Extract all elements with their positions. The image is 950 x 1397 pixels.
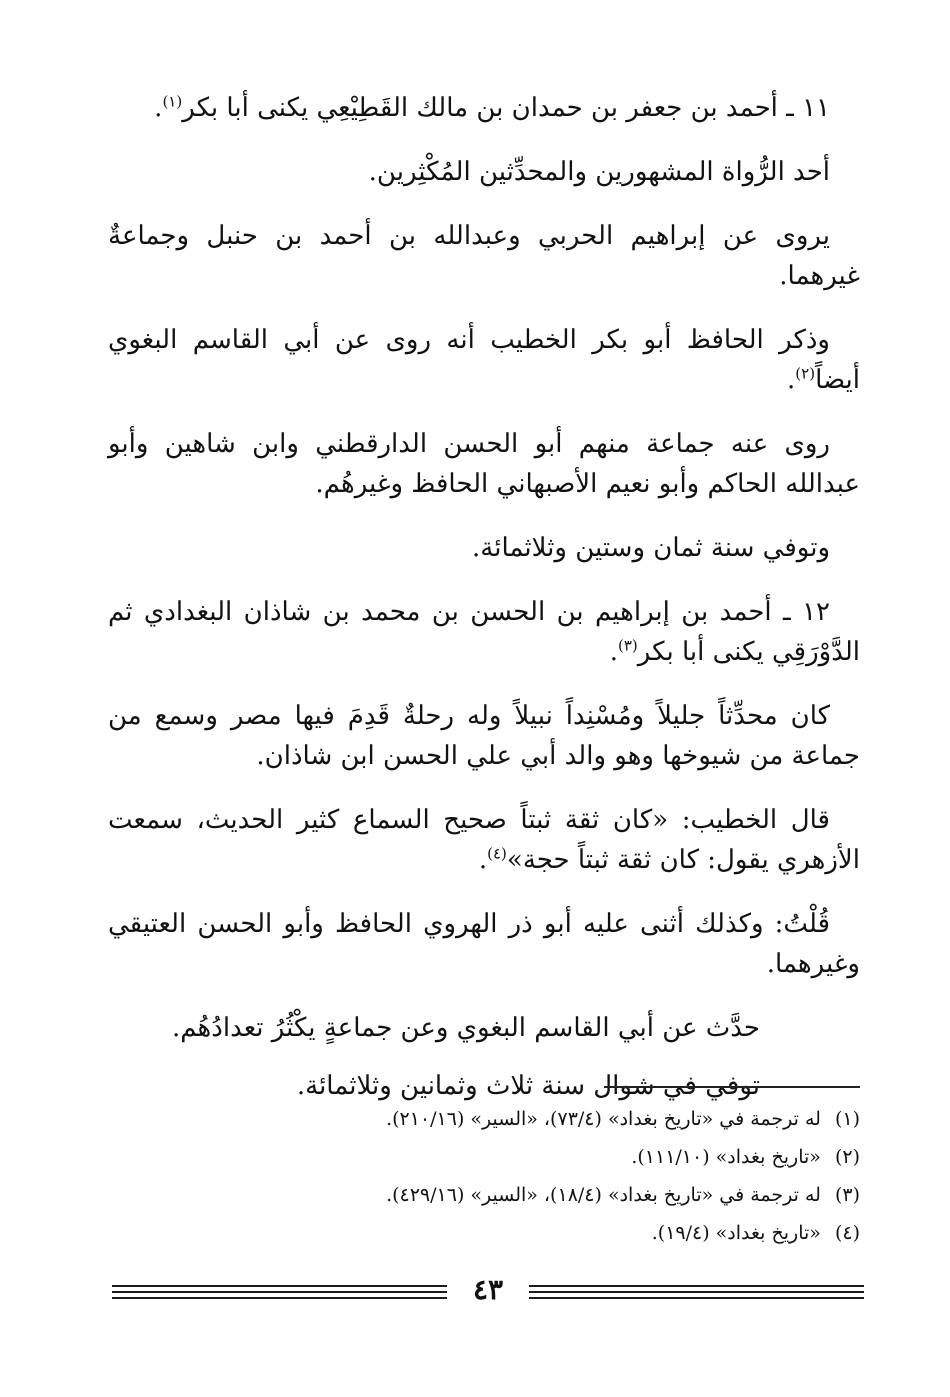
paragraph: أحد الرُّواة المشهورين والمحدِّثين المُكْثِرين. [368,157,830,187]
footnote-number: (٣) [834,1184,860,1206]
footnote-item [108,1176,860,1214]
paragraph: وتوفي سنة ثمان وستين وثلاثمائة. [472,533,830,563]
paragraph: كان محدِّثاً جليلاً ومُسْنِداً نبيلاً وله رحلةٌ قَدِمَ فيها مصر وسمع من جماعة من شيوخها وهو والد أبي علي الحسن ابن شاذان. [108,701,860,771]
footnotes-list [108,1100,860,1252]
paragraph: قال الخطيب: «كان ثقة ثبتاً صحيح السماع كثير الحديث، سمعت الأزهري يقول: كان ثقة ثبتاً حجة»$^{(٤)}$. [108,805,860,875]
footnote-ref-1: (١) [162,92,183,111]
footnote-text: له ترجمة في «تاريخ بغداد» (١٨/٤)، «السير» (٤٢٩/١٦). [386,1184,821,1206]
main-text [108,88,860,1124]
footnote-ref-3: (٣) [617,636,638,655]
page-number: ٤٣ [472,1273,504,1306]
footnote-ref-2: (٢) [795,364,816,383]
footnote-number: (١) [834,1108,860,1130]
footnote-divider [604,1086,860,1088]
footnote-text: له ترجمة في «تاريخ بغداد» (٧٣/٤)، «السير» (٢١٠/١٦). [386,1108,821,1130]
footer-rule-right [529,1285,864,1303]
paragraph-entry-12: ١٢ ـ أحمد بن إبراهيم بن الحسن بن محمد بن شاذان البغدادي ثم الدَّوْرَقِي يكنى أبا بكر$^{(٣)}$. [108,597,860,667]
footnote-text: «تاريخ بغداد» (١٩/٤). [651,1222,821,1244]
footnote-item [108,1214,860,1252]
footnote-item [108,1100,860,1138]
page-footer [112,1272,864,1312]
paragraph: روى عنه جماعة منهم أبو الحسن الدارقطني وابن شاهين وأبو عبدالله الحاكم وأبو نعيم الأصبهاني الحافظ وغيرهُم. [108,429,860,499]
paragraph: وذكر الحافظ أبو بكر الخطيب أنه روى عن أبي القاسم البغوي أيضاً$^{(٢)}$. [108,325,860,395]
footnote-item [108,1138,860,1176]
footnote-ref-4: (٤) [487,844,507,863]
paragraph: حدَّث عن أبي القاسم البغوي وعن جماعةٍ يكْثُرُ تعدادُهُم. [171,1013,760,1043]
footnote-number: (٢) [834,1146,860,1168]
paragraph-entry-11: ١١ ـ أحمد بن جعفر بن حمدان بن مالك القَطِيْعِي يكنى أبا بكر$^{(١)}$. [154,92,830,123]
footnote-number: (٤) [834,1222,860,1244]
paragraph: قُلْتُ: وكذلك أثنى عليه أبو ذر الهروي الحافظ وأبو الحسن العتيقي وغيرهما. [108,909,860,979]
paragraph: يروى عن إبراهيم الحربي وعبدالله بن أحمد بن حنبل وجماعةٌ غيرهما. [108,221,860,291]
paragraph: توفي في شوال سنة ثلاث وثمانين وثلاثمائة. [296,1071,760,1101]
footnote-text: «تاريخ بغداد» (١١١/١٠). [631,1146,821,1168]
